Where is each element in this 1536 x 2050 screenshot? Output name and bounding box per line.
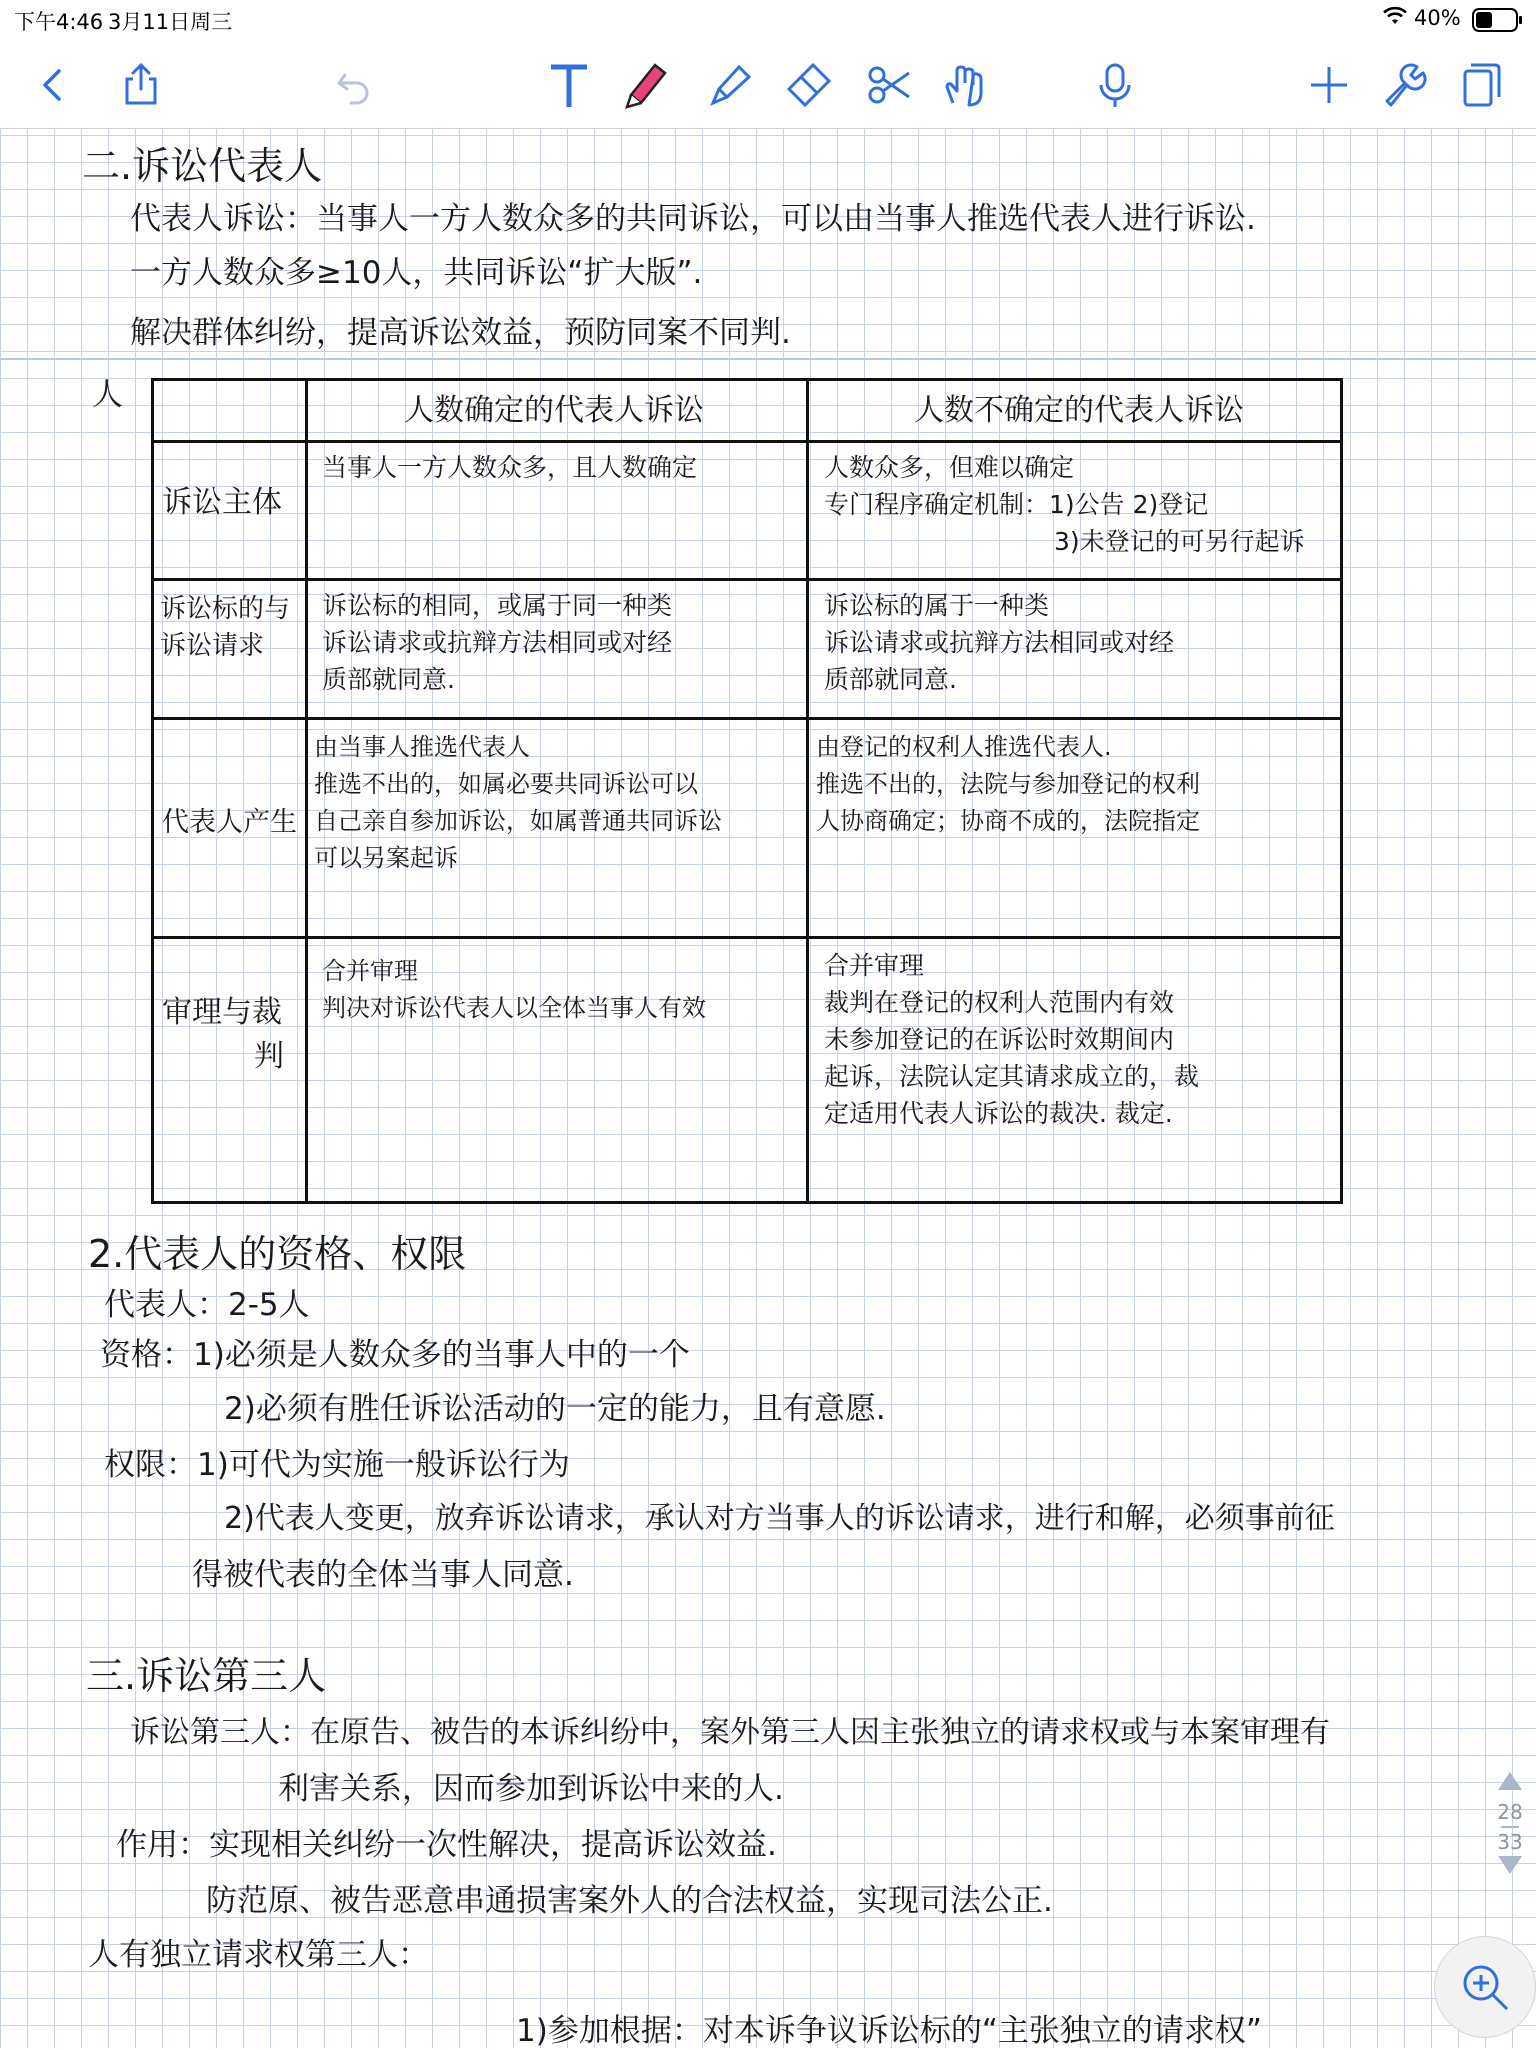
total-pages: 33: [1497, 1830, 1523, 1854]
page-divider: [0, 358, 1536, 360]
page-down-icon[interactable]: [1490, 1854, 1530, 1880]
zoom-button[interactable]: [1434, 1936, 1536, 2038]
note-line: 解决群体纠纷，提高诉讼效益，预防同案不同判.: [130, 315, 791, 351]
battery-percent: 40%: [1414, 6, 1461, 30]
note-line: 作用：实现相关纠纷一次性解决，提高诉讼效益.: [116, 1827, 777, 1863]
section-heading: 三.诉讼第三人: [86, 1654, 327, 1698]
battery-icon: [1472, 8, 1524, 37]
section-heading: 2.代表人的资格、权限: [88, 1232, 467, 1276]
eraser-icon[interactable]: [780, 56, 838, 114]
note-line: 人有独立请求权第三人：: [88, 1937, 429, 1973]
note-line: 得被代表的全体当事人同意.: [192, 1557, 574, 1593]
table-cell: 由当事人推选代表人 推选不出的，如属必要共同诉讼可以 自己亲自参加诉讼，如属普通共同诉讼 可以另案起诉: [314, 733, 722, 872]
table-cell: 人数众多，但难以确定 专门程序确定机制：1)公告 2)登记 3)未登记的可另行起诉: [824, 453, 1305, 556]
note-line: 1)参加根据：对本诉争议诉讼标的“主张独立的请求权”: [516, 2013, 1262, 2049]
table-cell: 诉讼标的相同，或属于同一种类 诉讼请求或抗辩方法相同或对经 质部就同意.: [322, 591, 673, 694]
table-cell: 合并审理 裁判在登记的权利人范围内有效 未参加登记的在诉讼时效期间内 起诉，法院认定其请求成立的，裁 定适用代表人诉讼的裁决. 裁定.: [824, 951, 1200, 1128]
row-label: 诉讼主体: [162, 485, 282, 520]
current-page: 28: [1497, 1800, 1523, 1824]
page-indicator[interactable]: [1490, 1770, 1530, 1920]
microphone-icon[interactable]: [1086, 56, 1144, 114]
note-line: 权限：1)可代为实施一般诉讼行为: [104, 1447, 570, 1483]
zoom-in-icon: [1435, 1937, 1535, 2037]
status-time: 下午4:46: [14, 10, 104, 34]
table-marker: 人: [92, 377, 123, 413]
note-line: 资格：1)必须是人数众多的当事人中的一个: [100, 1337, 690, 1373]
undo-icon[interactable]: [324, 56, 382, 114]
row-label: 诉讼标的与 诉讼请求: [160, 594, 291, 661]
note-line: 防范原、被告恶意串通损害案外人的合法权益，实现司法公正.: [206, 1883, 1053, 1919]
note-line: 2)代表人变更，放弃诉讼请求，承认对方当事人的诉讼请求，进行和解，必须事前征: [224, 1501, 1335, 1536]
table-header: 人数确定的代表人诉讼: [404, 393, 704, 428]
share-icon[interactable]: [112, 56, 170, 114]
note-line: 2)必须有胜任诉讼活动的一定的能力，且有意愿.: [224, 1391, 886, 1427]
scissors-icon[interactable]: [860, 56, 918, 114]
row-label: 审理与裁 判: [162, 995, 284, 1074]
table-cell: 诉讼标的属于一种类 诉讼请求或抗辩方法相同或对经 质部就同意.: [824, 591, 1175, 694]
table-cell: 合并审理 判决对诉讼代表人以全体当事人有效: [322, 957, 706, 1022]
note-line: 诉讼第三人：在原告、被告的本诉纠纷中，案外第三人因主张独立的请求权或与本案审理有: [130, 1715, 1330, 1750]
row-label: 代表人产生: [162, 807, 297, 838]
table-header: 人数不确定的代表人诉讼: [914, 393, 1244, 428]
back-icon[interactable]: [24, 56, 82, 114]
note-line: 代表人：2-5人: [104, 1287, 310, 1323]
note-line: 代表人诉讼：当事人一方人数众多的共同诉讼，可以由当事人推选代表人进行诉讼.: [130, 201, 1256, 237]
page-up-icon[interactable]: [1490, 1770, 1530, 1796]
table-cell: 由登记的权利人推选代表人. 推选不出的，法院与参加登记的权利 人协商确定；协商不成的，法院指定: [816, 733, 1200, 835]
page-divider-line: [1501, 1826, 1519, 1828]
wifi-icon: [1382, 4, 1408, 33]
hand-icon[interactable]: [936, 56, 994, 114]
pen-tool-icon[interactable]: [616, 56, 674, 114]
highlighter-icon[interactable]: [700, 56, 758, 114]
pages-icon[interactable]: [1452, 56, 1510, 114]
table-cell: 当事人一方人数众多，且人数确定: [322, 453, 698, 482]
note-line: 利害关系，因而参加到诉讼中来的人.: [278, 1771, 784, 1807]
section-heading: 二.诉讼代表人: [82, 144, 323, 188]
note-page[interactable]: [0, 129, 1536, 2048]
status-date: 3月11日周三: [108, 10, 233, 34]
comparison-table: [151, 378, 1343, 1204]
app-toolbar: [0, 42, 1536, 129]
status-bar: [0, 0, 1536, 42]
note-line: 一方人数众多≥10人，共同诉讼“扩大版”.: [130, 255, 703, 291]
add-icon[interactable]: [1300, 56, 1358, 114]
text-tool-icon[interactable]: [540, 56, 598, 114]
wrench-icon[interactable]: [1374, 56, 1432, 114]
